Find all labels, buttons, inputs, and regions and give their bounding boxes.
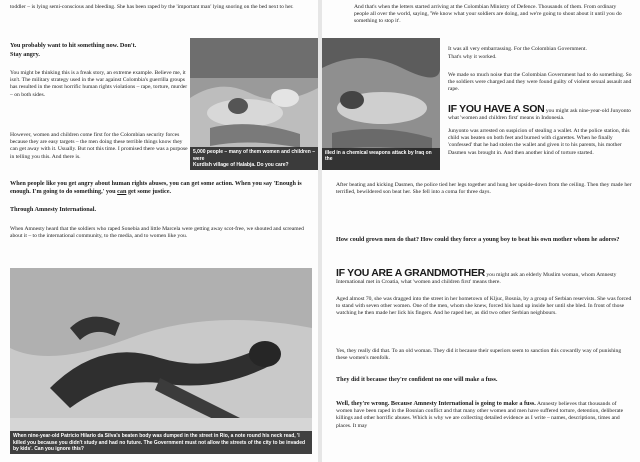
paragraph-embarrassing: It was all very embarrassing. For the Colombian Government.	[448, 46, 587, 52]
paragraph-aged-almost-70: Aged almost 70, she was dragged into the street in her hometown of Kljuc, Bosnia, by a group of Serbian reservists. She was forced to stand with seven other women. One of the men, whom she knew, forced his hand up inside her until she bled. In front of those watching he then made her lick his fingers. And he raped her, as did two other Serbian neighbours.	[336, 296, 632, 317]
paragraph-when-amnesty-heard: When Amnesty heard that the soldiers who raped Sonebia and little Marcela were getting away scot-free, we shouted and screamed about it – to the international community, to the media, and to women like you.	[10, 226, 304, 240]
paragraph-if-you-are-a-grandmother: IF YOU ARE A GRANDMOTHER you might ask an elderly Muslim woman, whom Amnesty International met in Croatia, what 'women and children first' means there.	[336, 267, 617, 286]
paragraph-letters: And that's when the letters started arriving at the Colombian Ministry of Defence. Thousands of them. From ordinary people all over the world, saying, 'We know what your soldiers are doing, and we're going to shout about it until you do something to stop it'.	[354, 4, 622, 25]
left-page	[0, 0, 318, 462]
photo-patricio-image	[10, 268, 312, 454]
paragraph-however: However, women and children come first for the Colombian security forces because they are easy targets – the men doing these terrible things know they can get away with it. Usually. But not this time. I promised there was a purpose in telling you this. And there is.	[10, 132, 188, 160]
paragraph-made-noise: We made so much noise that the Colombian Government had to do something. So the soldiers were charged and they were found guilty of violent sexual assault and rape.	[448, 72, 632, 93]
heading-if-you-are-a-grandmother: IF YOU ARE A GRANDMOTHER	[336, 267, 485, 279]
right-page	[322, 0, 640, 462]
paragraph-junyonto: Junyonto was arrested on suspicion of stealing a wallet. At the police station, this child was beaten on both feet and burned with cigarettes. When he finally 'confessed' that he had stolen the wallet and given it to his parents, his mother Dasmen was brought in. And then another kind of torture started.	[448, 128, 630, 156]
paragraph-how-could: How could grown men do that? How could they force a young boy to beat his own mother whom he adores?	[336, 236, 620, 243]
paragraph-freak-story: You might be thinking this is a freak story, an extreme example. Believe me, it isn't. The military strategy used in the war against Colombia's guerrilla groups has resulted in the most horrific human rights violations – rape, torture, murder – on both sides.	[10, 70, 188, 98]
paragraph-get-angry: When people like you get angry about human rights abuses, you can get some action. When you say 'Enough is enough. I'm going to do something,' you can get some justice.	[10, 180, 302, 195]
photo-patricio-caption: When nine-year-old Patricio Hilario da Silva's beaten body was dumped in the street in Rio, a note round his neck read, 'I killed you because you didn't study and had no future. The Government must not allow the streets of the city to be invaded by kids'. Can you ignore this?	[10, 431, 312, 454]
photo-halabja-caption: 5,000 people – many of them women and children – were Kurdish village of Halabja. Do you care?	[190, 147, 318, 170]
heading-hit-something: You probably want to hit something now. Don't.	[10, 42, 137, 49]
paragraph-kicking: After beating and kicking Dasmen, the police tied her legs together and hung her upside-down from the ceiling. Then they made her terrified, bewildered son beat her. She fell into a coma for three days.	[336, 182, 632, 196]
photo-chemical-attack	[322, 38, 440, 170]
paragraph-toddler: toddler – is lying semi-conscious and bleeding. She has been raped by the 'important man' lying snoring on the bed next to her.	[10, 4, 294, 10]
paragraph-through-amnesty: Through Amnesty International.	[10, 206, 97, 213]
heading-stay-angry: Stay angry.	[10, 51, 40, 58]
paragraph-if-you-have-a-son: IF YOU HAVE A SON you might ask nine-year-old Junyonto what 'women and children first' means in Indonesia.	[448, 103, 631, 122]
photo-halabja-victims	[190, 38, 318, 170]
photo-patricio	[10, 268, 312, 454]
paragraph-it-worked: That's why it worked.	[448, 54, 497, 60]
paragraph-yes-they-did: Yes, they really did that. To an old woman. They did it because their superiors seem to sanction this cowardly way of punishing these women's menfolk.	[336, 348, 622, 362]
heading-if-you-have-a-son: IF YOU HAVE A SON	[448, 103, 545, 115]
paragraph-confident: They did it because they're confident no one will make a fuss.	[336, 376, 498, 383]
paragraph-well-wrong: Well, they're wrong. Because Amnesty International is going to make a fuss. Amnesty believes that thousands of women have been raped in the Bosnian conflict and that many other women and men have suffered torture, detention, deliberate killings and other horrific abuses. Which is why we are collecting detailed evidence as I write – names, descriptions, times and places. It may	[336, 400, 624, 429]
photo-chemical-caption: illed in a chemical weapons attack by Iraq on the	[322, 148, 440, 170]
